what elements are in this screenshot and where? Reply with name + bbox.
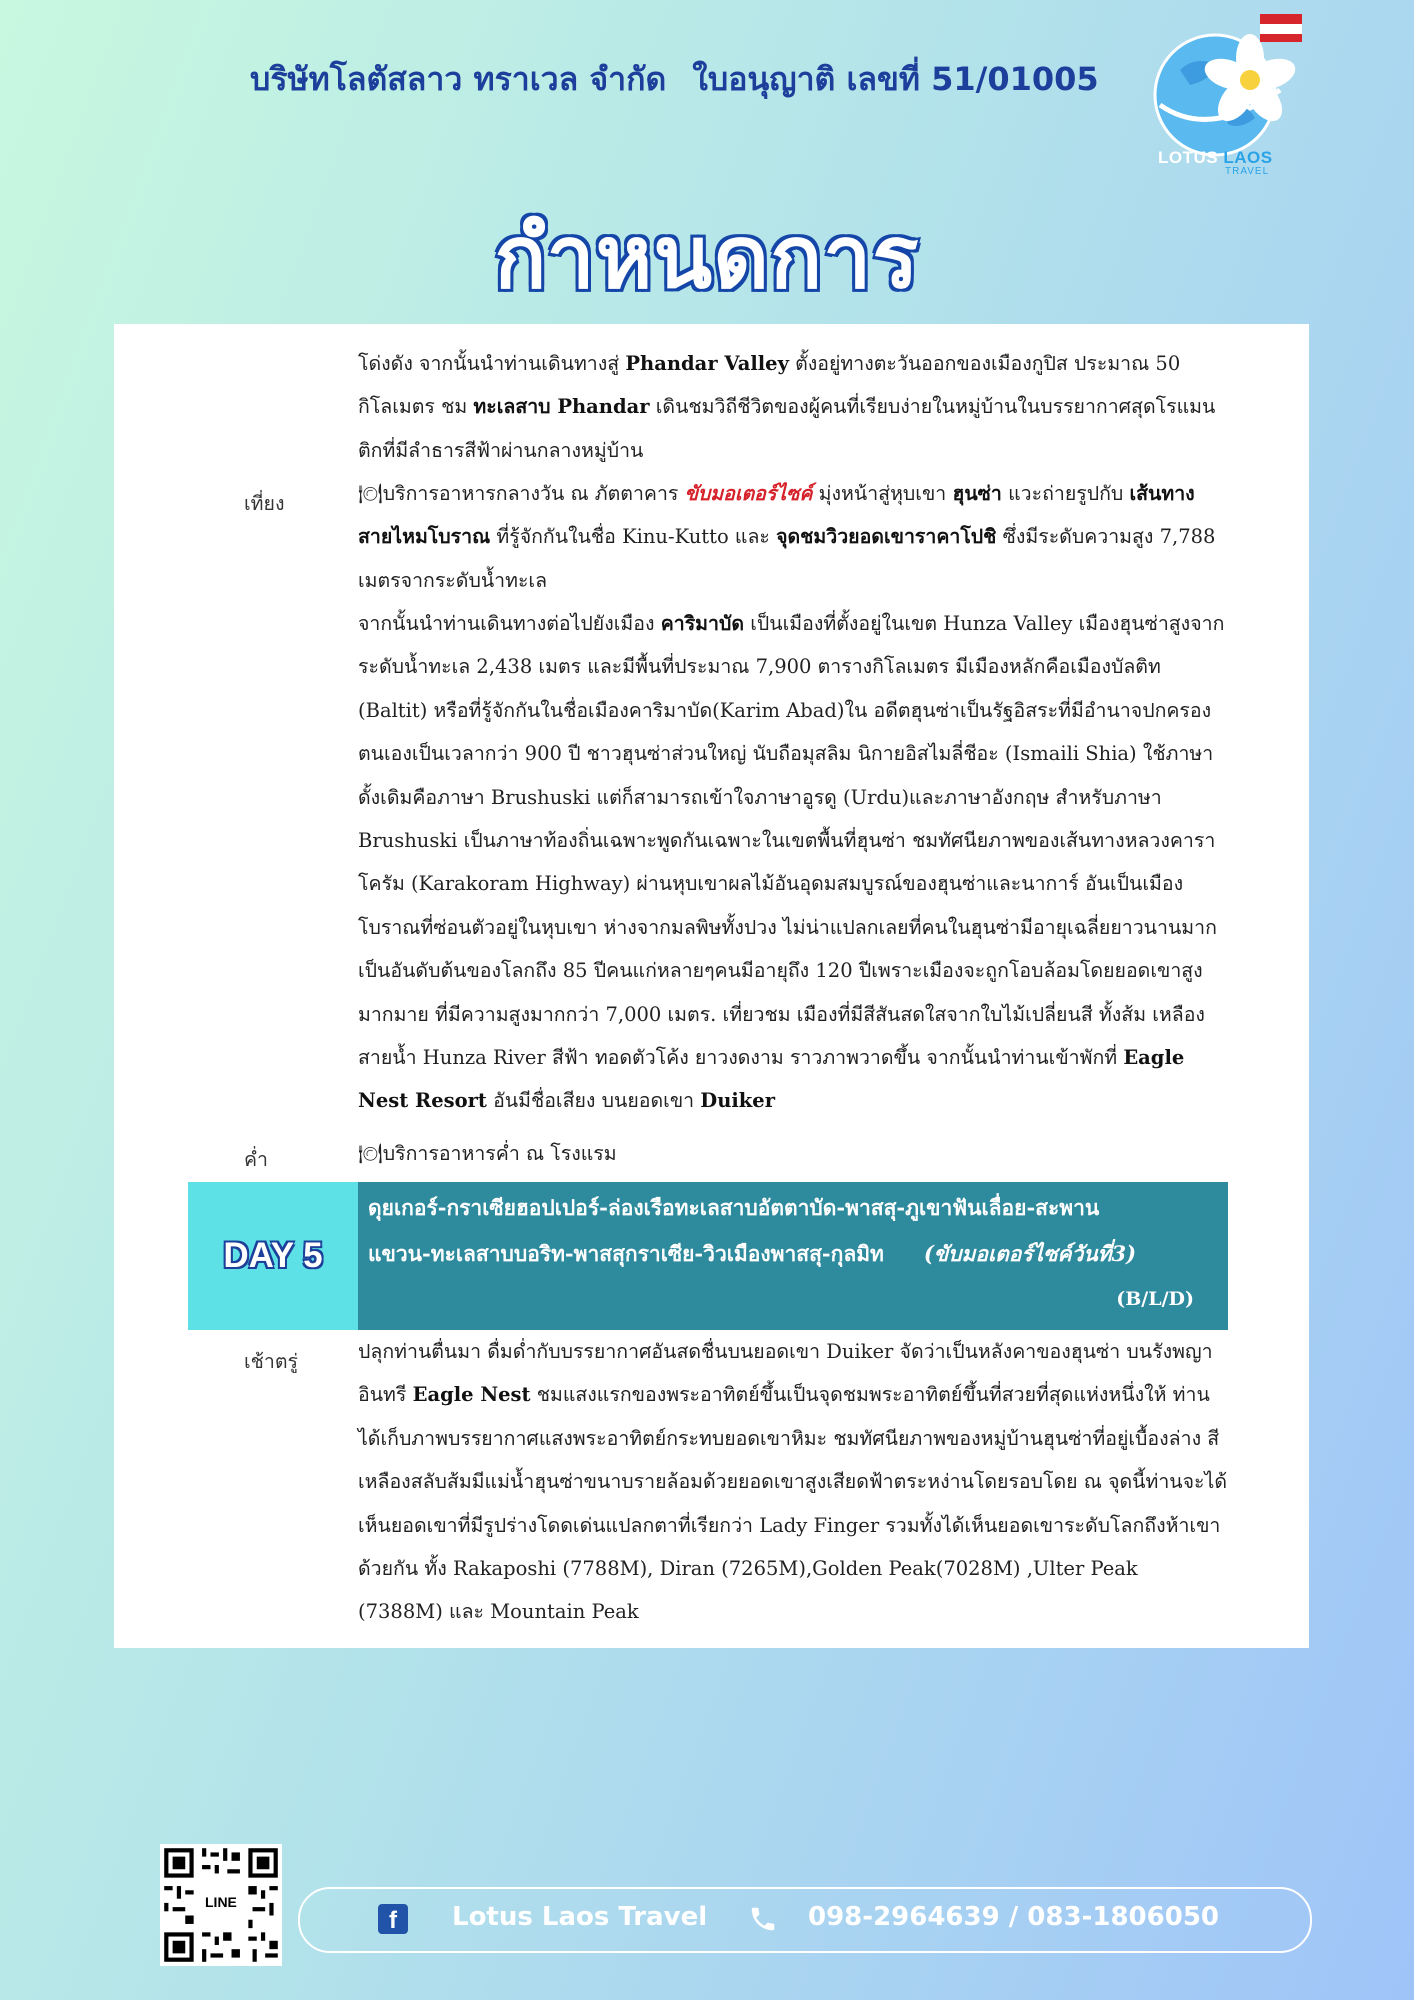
page-title: กำหนดการ — [494, 208, 920, 308]
day-title-line-2: แขวน-ทะเลสาบบอริท-พาสสุกราเซีย-วิวเมืองพาสสุ-กุลมิท (ขับมอเตอร์ไซค์วันที่3) — [368, 1241, 1137, 1266]
company-header — [250, 54, 1120, 105]
license-number: ใบอนุญาติ เลขที่ 51/01005 — [692, 60, 1099, 98]
logo-subtitle: TRAVEL — [1225, 166, 1270, 177]
contact-bar — [298, 1887, 1312, 1953]
paragraph-dinner: 🍽บริการอาหารค่ำ ณ โรงแรม — [358, 1142, 617, 1165]
morning-label: เช้าตรู่ — [244, 1350, 298, 1373]
line-label: LINE — [202, 1894, 240, 1910]
paragraph-eagle-nest: ปลุกท่านตื่นมา ดื่มด่ำกับบรรยากาศอันสดชื่นบนยอดเขา Duiker จัดว่าเป็นหลังคาของฮุนซ่า บนรังพญาอินทรี Eagle Nest ชมแสงแรกของพระอาทิตย์ขึ้นเป็นจุดชมพระอาทิตย์ขึ้นที่สวยที่สุดแห่งหนึ่งให้ ท่านได้เก็บภาพบรรยากาศแสงพระอาทิตย์กระทบยอดเขาหิมะ ชมทัศนียภาพของหมู่บ้านฮุนซ่าที่อยู่เบื้องล่าง สีเหลืองสลับส้มมีแม่น้ำฮุนซ่าขนาบรายล้อมด้วยยอดเขาสูงเสียดฟ้าตระหง่านโดยรอบโดย ณ จุดนี้ท่านจะได้เห็นยอดเขาที่มีรูปร่างโดดเด่นแปลกตาที่เรียกว่า Lady Finger รวมทั้งได้เห็นยอดเขาระดับโลกถึงห้าเขาด้วยกัน ทั้ง Rakaposhi (7788M), Diran (7265M),Golden Peak(7028M) ,Ulter Peak (7388M) และ Mountain Peak — [358, 1340, 1227, 1624]
motorbike-note: (ขับมอเตอร์ไซค์วันที่3) — [923, 1241, 1137, 1266]
facebook-icon[interactable]: f — [378, 1904, 408, 1934]
company-name: บริษัทโลตัสลาว ทราเวล จำกัด — [250, 60, 667, 98]
phone-icon — [748, 1904, 778, 1934]
paragraph-lunch: 🍽บริการอาหารกลางวัน ณ ภัตตาคาร ขับมอเตอร์ไซค์ มุ่งหน้าสู่หุบเขา ฮุนซ่า แวะถ่ายรูปกับ เส้นทางสายไหมโบราณ ที่รู้จักกันในชื่อ Kinu-Kutto และ จุดชมวิวยอดเขาราคาโปชิ ซึ่งมีระดับความสูง 7,788 เมตรจากระดับน้ำทะเล — [358, 482, 1216, 592]
day-title-line-1: ดุยเกอร์-กราเซียฮอปเปอร์-ล่องเรือทะเลสาบอัตตาบัด-พาสสุ-ภูเขาฟันเลื่อย-สะพาน — [368, 1195, 1100, 1220]
day-5-header — [188, 1182, 1228, 1330]
lunch-label: เที่ยง — [244, 492, 285, 515]
phone-numbers[interactable]: 098-2964639 / 083-1806050 — [808, 1902, 1219, 1932]
facebook-page-name[interactable]: Lotus Laos Travel — [452, 1902, 708, 1932]
laos-flag-icon — [1260, 14, 1302, 42]
meal-code: (B/L/D) — [1116, 1288, 1194, 1310]
day-title — [358, 1182, 1228, 1330]
dinner-label: ค่ำ — [244, 1148, 268, 1171]
itinerary-document — [114, 324, 1309, 1648]
paragraph-phandar: โด่งดัง จากนั้นนำท่านเดินทางสู่ Phandar Valley ตั้งอยู่ทางตะวันออกของเมืองกูปิส ประมาณ 50 กิโลเมตร ชม ทะเลสาบ Phandar เดินชมวิถีชีวิตของผู้คนที่เรียบง่ายในหมู่บ้านในบรรยากาศสุดโรแมนติกที่มีลำธารสีฟ้าผ่านกลางหมู่บ้าน — [358, 352, 1216, 462]
day-badge: DAY 5 — [188, 1182, 358, 1330]
paragraph-karimabad: จากนั้นนำท่านเดินทางต่อไปยังเมือง คาริมาบัด เป็นเมืองที่ตั้งอยู่ในเขต Hunza Valley เมืองฮุนซ่าสูงจากระดับน้ำทะเล 2,438 เมตร และมีพื้นที่ประมาณ 7,900 ตารางกิโลเมตร มีเมืองหลักคือเมืองบัลติท (Baltit) หรือที่รู้จักกันในชื่อเมืองคาริมาบัด(Karim Abad)ใน อดีตฮุนซ่าเป็นรัฐอิสระที่มีอำนาจปกครองตนเองเป็นเวลากว่า 900 ปี ชาวฮุนซ่าส่วนใหญ่ นับถือมุสลิม นิกายอิสไมลี่ชีอะ (Ismaili Shia) ใช้ภาษาดั้งเดิมคือภาษา Brushuski แต่ก็สามารถเข้าใจภาษาอูรดู (Urdu)และภาษาอังกฤษ สำหรับภาษา Brushuski เป็นภาษาท้องถิ่นเฉพาะพูดกันเฉพาะในเขตพื้นที่ฮุนซ่า ชมทัศนียภาพของเส้นทางหลวงคาราโครัม (Karakoram Highway) ผ่านหุบเขาผลไม้อันอุดมสมบูรณ์ของฮุนซ่าและนาการ์ อันเป็นเมืองโบราณที่ซ่อนตัวอยู่ในหุบเขา ห่างจากมลพิษทั้งปวง ไม่น่าแปลกเลยที่คนในฮุนซ่ามีอายุเฉลี่ยยาวนานมากเป็นอันดับต้นของโลกถึง 85 ปีคนแก่หลายๆคนมีอายุถึง 120 ปีเพราะเมืองจะถูกโอบล้อมโดยยอดเขาสูงมากมาย ที่มีความสูงมากกว่า 7,000 เมตร. เที่ยวชม เมืองที่มีสีสันสดใสจากใบไม้เปลี่ยนสี ทั้งส้ม เหลือง สายน้ำ Hunza River สีฟ้า ทอดตัวโค้ง ยาวงดงาม ราวภาพวาดขึ้น จากนั้นนำท่านเข้าพักที่ Eagle Nest Resort อันมีชื่อเสียง บนยอดเขา Duiker — [358, 612, 1225, 1113]
logo-wordmark: LOTUS LAOS — [1158, 148, 1273, 167]
